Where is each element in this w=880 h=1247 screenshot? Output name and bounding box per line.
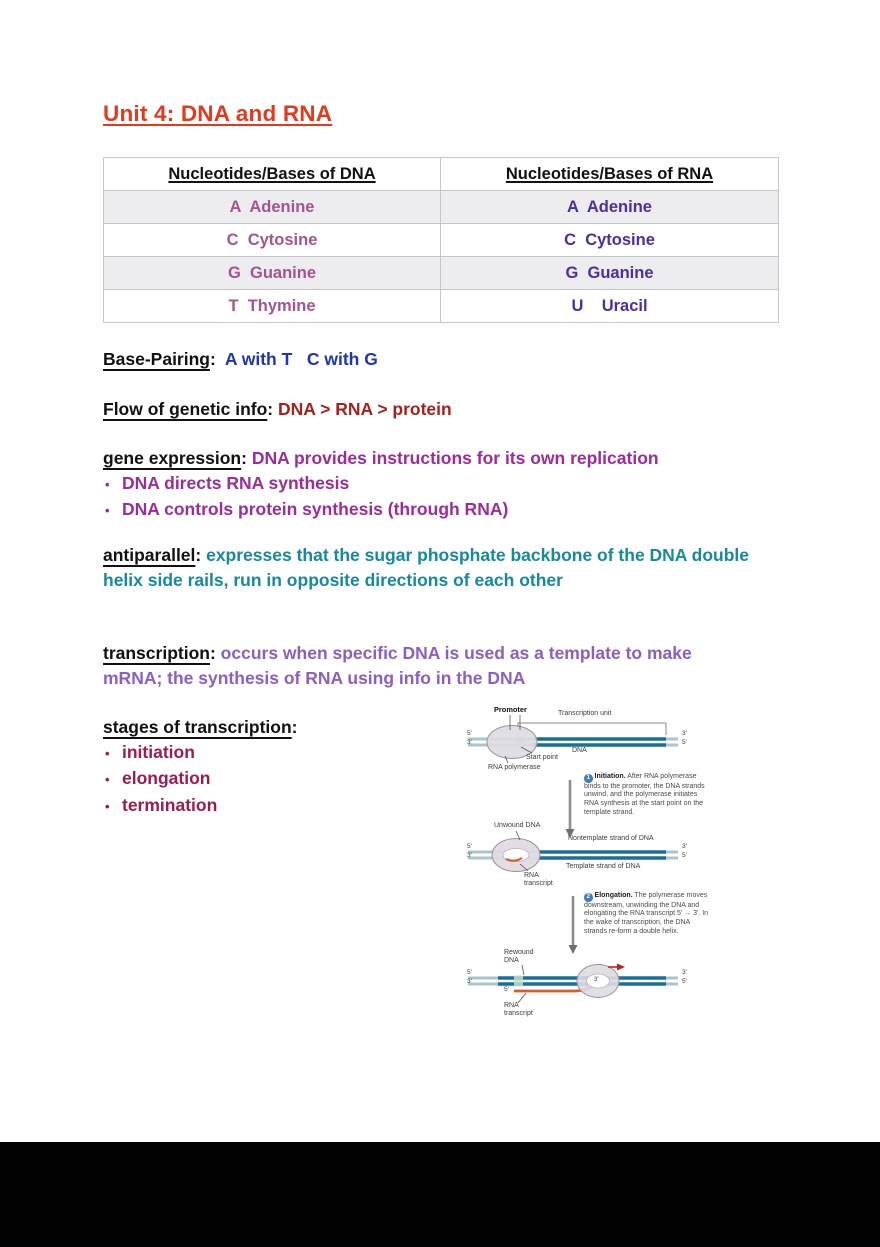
flow-line: Flow of genetic info: DNA > RNA > protein: [103, 399, 452, 419]
dna-label: DNA: [572, 747, 587, 754]
stages-section: [103, 715, 443, 819]
step-number-badge: 1: [584, 774, 593, 783]
base-pairing-line: Base-Pairing: A with T C with G: [103, 349, 378, 369]
table-row: [104, 191, 778, 224]
prime5-label: 5': [504, 986, 509, 993]
bullet-dot: •: [105, 798, 110, 814]
rewound-dna-label: Rewound DNA: [504, 949, 534, 964]
template-strand-label: Template strand of DNA: [566, 863, 641, 870]
step-number-badge: 2: [584, 893, 593, 902]
prime3-label: 3': [594, 977, 599, 983]
stage-bullet-termination: • termination: [103, 793, 443, 820]
transcription-section: transcription: occurs when specific DNA is used as a template to make mRNA; the synthesis of RNA using info in the DNA: [103, 643, 697, 688]
unwound-dna-label: Unwound DNA: [494, 822, 541, 829]
cell-dna-cytosine: C Cytosine: [104, 224, 441, 256]
antiparallel-section: antiparallel: expresses that the sugar phosphate backbone of the DNA double helix side rails, run in opposite directions of each other: [103, 545, 754, 590]
flow-term: Flow of genetic info: [103, 399, 268, 419]
table-header-row: [104, 158, 778, 191]
transcription-definition: occurs when specific DNA is used as a template to make mRNA; the synthesis of RNA using info in the DNA: [103, 643, 697, 688]
bases-table: [103, 157, 779, 323]
gene-expression-term: gene expression: [103, 448, 242, 468]
cell-rna-adenine: A Adenine: [567, 197, 652, 216]
base-pairing-value: A with T C with G: [215, 349, 378, 369]
cell-dna-thymine: T Thymine: [104, 290, 441, 322]
bullet-dot: •: [105, 476, 110, 492]
table-row: [104, 290, 778, 323]
prime3-label: 3': [682, 730, 687, 737]
base-pairing-term: Base-Pairing: [103, 349, 210, 369]
antiparallel-definition: expresses that the sugar phosphate backbone of the DNA double helix side rails, run in opposite directions of each other: [103, 545, 754, 590]
transcription-unit-label: Transcription unit: [558, 710, 612, 717]
rna-transcript-label: RNA transcript: [504, 1002, 533, 1017]
prime5-label: 5': [682, 852, 687, 859]
rna-transcript-label: RNA transcript: [524, 872, 553, 887]
prime5-label: 5': [467, 730, 472, 737]
step-elongation-text: 2 Elongation. The polymerase moves downstream, unwinding the DNA and elongating the RNA transcript 5' → 3'. In the wake of transcription, the DNA strands re-form a double helix.: [584, 892, 709, 935]
antiparallel-term: antiparallel: [103, 545, 196, 565]
prime3-label: 3': [467, 978, 472, 985]
prime3-label: 3': [682, 843, 687, 850]
stage-bullet-elongation: • elongation: [103, 766, 443, 793]
gene-expression-section: [103, 446, 793, 524]
prime3-label: 3': [467, 739, 472, 746]
table-row: [104, 224, 778, 257]
table-header-dna: Nucleotides/Bases of DNA: [104, 158, 441, 190]
transcription-diagram: [460, 701, 716, 1027]
step-initiation-text: 1 Initiation. After RNA polymerase binds to the promoter, the DNA strands unwind, and the polymerase initiates RNA synthesis at the start point on the template strand.: [584, 773, 705, 816]
cell-rna-guanine: G Guanine: [565, 263, 654, 282]
cell-rna-cytosine: C Cytosine: [564, 230, 655, 249]
gene-expression-bullet: • DNA directs RNA synthesis: [103, 471, 793, 498]
start-point-label: Start point: [526, 754, 558, 761]
cell-dna-adenine: A Adenine: [104, 191, 441, 223]
prime5-label: 5': [682, 739, 687, 746]
prime5-label: 5': [682, 978, 687, 985]
transcription-term: transcription: [103, 643, 210, 663]
flow-value: DNA > RNA > protein: [273, 399, 452, 419]
bullet-dot: •: [105, 745, 110, 761]
bullet-dot: •: [105, 772, 110, 787]
rna-polymerase-label: RNA polymerase: [488, 764, 541, 771]
prime5-label: 5': [467, 969, 472, 976]
table-header-rna: Nucleotides/Bases of RNA: [505, 164, 714, 183]
stage-bullet-initiation: • initiation: [103, 740, 443, 767]
gene-expression-definition: gene expression: DNA provides instructions for its own replication: [103, 448, 659, 468]
prime3-label: 3': [467, 852, 472, 859]
cell-dna-guanine: G Guanine: [104, 257, 441, 289]
bottom-black-bar: [0, 1142, 880, 1247]
table-row: [104, 257, 778, 290]
page-title: Unit 4: DNA and RNA: [103, 101, 333, 126]
cell-rna-uracil: U Uracil: [571, 296, 648, 315]
stages-heading: stages of transcription:: [103, 717, 298, 737]
promoter-label: Promoter: [494, 705, 527, 714]
gene-expression-bullet: • DNA controls protein synthesis (through RNA): [103, 497, 793, 524]
prime3-label: 3': [682, 969, 687, 976]
prime5-label: 5': [467, 843, 472, 850]
bullet-dot: •: [105, 503, 110, 518]
nontemplate-strand-label: Nontemplate strand of DNA: [568, 835, 654, 842]
